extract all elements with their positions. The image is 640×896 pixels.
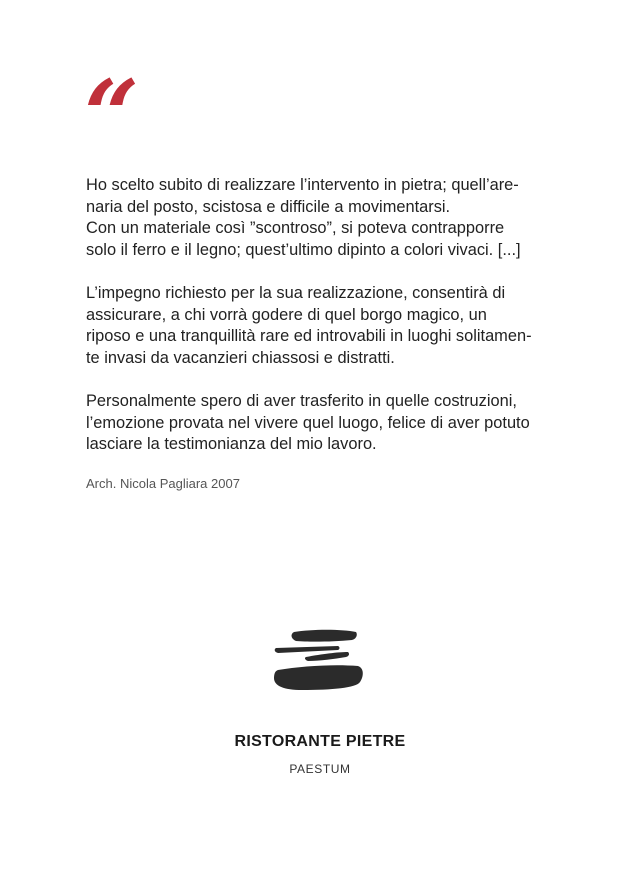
quote-paragraph-2 [86,283,566,369]
quote-paragraph-3 [86,391,566,456]
signature: Arch. Nicola Pagliara 2007 [86,476,240,491]
text-line: assicurare, a chi vorrà godere di quel borgo magico, un [86,305,487,324]
text-line: naria del posto, scistosa e difficile a movimentarsi. [86,197,451,216]
stacked-stones-icon [272,628,368,692]
text-line: Ho scelto subito di realizzare l’intervento in pietra; quell’are- [86,176,519,194]
text-line: solo il ferro e il legno; quest’ultimo dipinto a colori vivaci. [...] [86,240,521,259]
brand-name: RISTORANTE PIETRE [234,733,406,750]
quote-paragraph-1 [86,175,566,261]
stone-bottom [274,665,363,690]
stone-slab [275,646,340,653]
text-line: L’impegno richiesto per la sua realizzazione, consentirà di [86,283,506,302]
quote-mark-icon: “ [84,59,130,172]
text-line: riposo e una tranquillità rare ed introvabili in luoghi solitamen- [86,327,532,346]
text-line: Personalmente spero di aver trasferito in quelle costruzioni, [86,391,517,410]
text-line: te invasi da vacanzieri chiassosi e distratti. [86,348,395,367]
text-line: Con un materiale così ”scontroso”, si poteva contrapporre [86,219,505,238]
text-line: lasciare la testimonianza del mio lavoro. [86,435,377,454]
stone-top [292,630,357,642]
text-line: l’emozione provata nel vivere quel luogo, felice di aver potuto [86,413,530,432]
quote-text [86,175,566,477]
brand-place: PAESTUM [289,762,351,776]
stone-middle [305,652,349,661]
